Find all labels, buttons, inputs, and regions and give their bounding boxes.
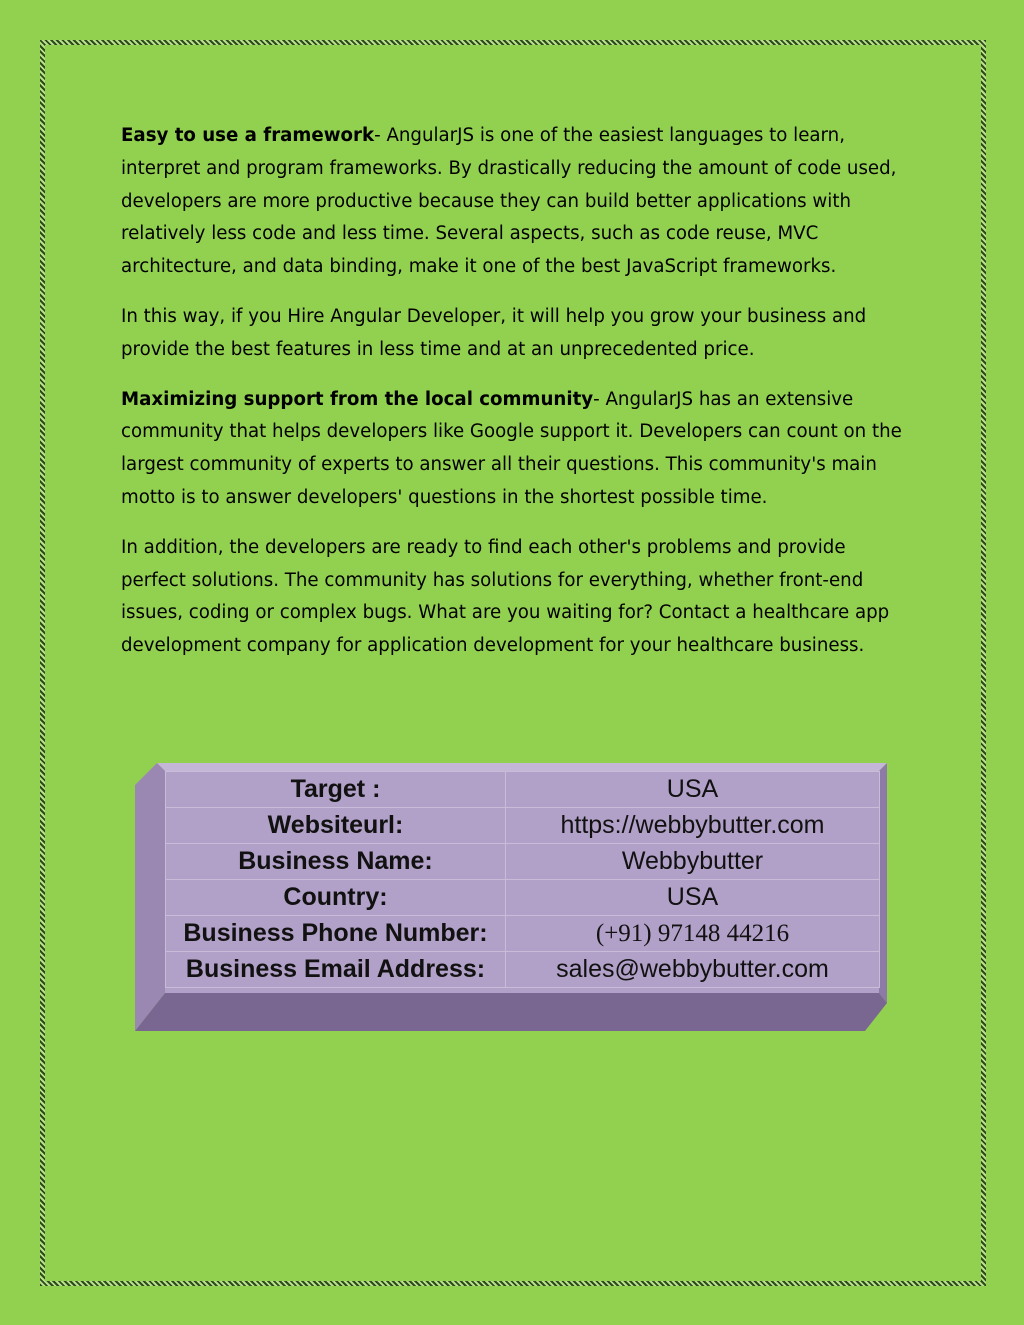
row-label-phone: Business Phone Number: [166, 916, 506, 952]
row-value-phone: (+91) 97148 44216 [506, 916, 880, 952]
paragraph-text: In this way, if you Hire Angular Developer, it will help you grow your business and provide the best features in less time and at an unprecedented price. [121, 305, 867, 360]
table-row [166, 808, 880, 844]
paragraph-easy-to-use [121, 120, 911, 284]
row-label-email: Business Email Address: [166, 952, 506, 988]
table-row [166, 844, 880, 880]
row-label-target: Target : [166, 772, 506, 808]
table-row [166, 916, 880, 952]
paragraph-hire-angular [121, 301, 911, 367]
table-row [166, 880, 880, 916]
paragraph-in-addition [121, 532, 911, 663]
paragraph-lead: Easy to use a framework [121, 125, 375, 146]
row-label-websiteurl: Websiteurl: [166, 808, 506, 844]
paragraph-text: - AngularJS has an extensive community that helps developers like Google support it. Developers can count on the largest community of experts to answer all their questions. This community's main motto is to answer developers' questions in the shortest possible time. [121, 388, 902, 508]
row-value-email[interactable]: sales@webbybutter.com [506, 952, 880, 988]
row-value-target: USA [506, 772, 880, 808]
row-value-country: USA [506, 880, 880, 916]
row-value-business-name: Webbybutter [506, 844, 880, 880]
document-body [121, 120, 911, 680]
paragraph-text: In addition, the developers are ready to find each other's problems and provide perfect solutions. The community has solutions for everything, whether front-end issues, coding or complex bugs. What are you waiting for? Contact a healthcare app development company for application development for your healthcare business. [121, 536, 890, 657]
paragraph-lead: Maximizing support from the local community [121, 388, 594, 410]
row-value-websiteurl[interactable]: https://webbybutter.com [506, 808, 880, 844]
row-label-country: Country: [166, 880, 506, 916]
paragraph-text: - AngularJS is one of the easiest languages to learn, interpret and program frameworks. By drastically reducing the amount of code used, developers are more productive because they can build better applications with relatively less code and less time. Several aspects, such as code reuse, MVC architecture, and data binding, make it one of the best JavaScript frameworks. [121, 125, 897, 278]
business-info-table [165, 771, 880, 988]
table-row [166, 952, 880, 988]
row-label-business-name: Business Name: [166, 844, 506, 880]
table-row [166, 772, 880, 808]
paragraph-community-support [121, 384, 911, 515]
